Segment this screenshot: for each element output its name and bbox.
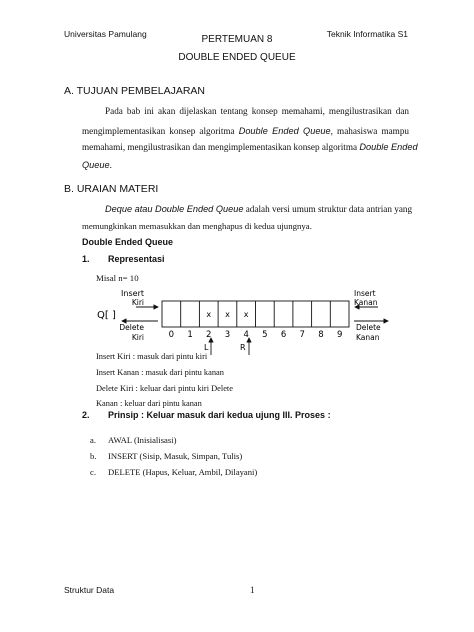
queue-index-label: 5 [262, 330, 268, 340]
section-a-line-2: mengimplementasikan konsep algoritma Double Ended Queue, mahasiswa mampu [82, 126, 410, 136]
footer-course: Struktur Data [64, 585, 115, 595]
queue-index-label: 4 [243, 330, 249, 340]
subheading-deque: Double Ended Queue [82, 237, 174, 247]
point-2-label: Prinsip : Keluar masuk dari kedua ujung III. Proses : [108, 410, 331, 420]
process-letter-b: b. [90, 451, 97, 461]
section-a-line-3: memahami, mengilustrasikan dan mengimplementasikan konsep algoritma Double Ended [82, 142, 418, 152]
left-pointer-label: L [204, 343, 209, 352]
section-b-heading: B. URAIAN MATERI [64, 183, 159, 195]
process-letter-c: c. [90, 467, 96, 477]
delete-left-label-1: Delete [119, 323, 144, 332]
header-institution: Universitas Pamulang [64, 29, 147, 39]
definition-insert-left: Insert Kiri : masuk dari pintu kiri [96, 352, 208, 361]
queue-index-label: 3 [224, 330, 231, 340]
section-a-heading: A. TUJUAN PEMBELAJARAN [64, 85, 206, 97]
queue-cell-value: x [243, 310, 249, 319]
example-n: Misal n= 10 [96, 273, 139, 283]
delete-left-label-2: Kiri [131, 333, 144, 342]
point-2-number: 2. [82, 410, 90, 420]
definition-insert-right: Insert Kanan : masuk dari pintu kanan [96, 368, 224, 377]
definition-delete-right: Kanan : keluar dari pintu kanan [96, 399, 202, 408]
insert-left-label-1: Insert [121, 289, 144, 298]
queue-index-label: 9 [336, 330, 343, 340]
delete-right-label-2: Kanan [356, 333, 380, 342]
section-a-line-1: Pada bab ini akan dijelaskan tentang konsep memahami, mengilustrasikan dan [105, 106, 409, 116]
queue-index-label: 6 [280, 330, 287, 340]
process-item-b: INSERT (Sisip, Masuk, Simpan, Tulis) [108, 451, 243, 461]
section-a-line-4: Queue. [82, 160, 112, 170]
process-letter-a: a. [90, 435, 96, 445]
point-1-label: Representasi [108, 254, 165, 264]
section-b-line-1: Deque atau Double Ended Queue adalah versi umum struktur data antrian yang [105, 204, 413, 214]
right-pointer-label: R [240, 343, 246, 352]
insert-left-label-2: Kiri [131, 298, 144, 307]
queue-index-label: 7 [299, 330, 305, 340]
point-1-number: 1. [82, 254, 90, 264]
deque-diagram-svg [96, 285, 396, 360]
insert-right-label-2: Kanan [354, 298, 378, 307]
queue-index-label: 0 [168, 330, 175, 340]
insert-right-label-1: Insert [354, 289, 376, 298]
page-number: 1 [250, 585, 255, 595]
chapter-title: DOUBLE ENDED QUEUE [178, 52, 296, 63]
queue-index-label: 8 [318, 330, 324, 340]
delete-right-label-1: Delete [356, 323, 381, 332]
meeting-title: PERTEMUAN 8 [201, 34, 273, 45]
definition-delete-left: Delete Kiri : keluar dari pintu kiri Delete [96, 384, 233, 393]
deque-diagram [96, 285, 396, 360]
process-item-c: DELETE (Hapus, Keluar, Ambil, Dilayani) [108, 467, 258, 477]
process-item-a: AWAL (Inisialisasi) [108, 435, 177, 445]
queue-cells [162, 301, 349, 340]
queue-label: Q[ ] [97, 310, 116, 321]
queue-index-label: 2 [206, 330, 212, 340]
queue-cell-value: x [206, 310, 212, 319]
queue-cell-value: x [225, 310, 230, 319]
queue-index-label: 1 [187, 330, 193, 340]
header-program: Teknik Informatika S1 [326, 29, 408, 39]
section-b-line-2: memungkinkan memasukkan dan menghapus di kedua ujungnya. [82, 221, 312, 231]
